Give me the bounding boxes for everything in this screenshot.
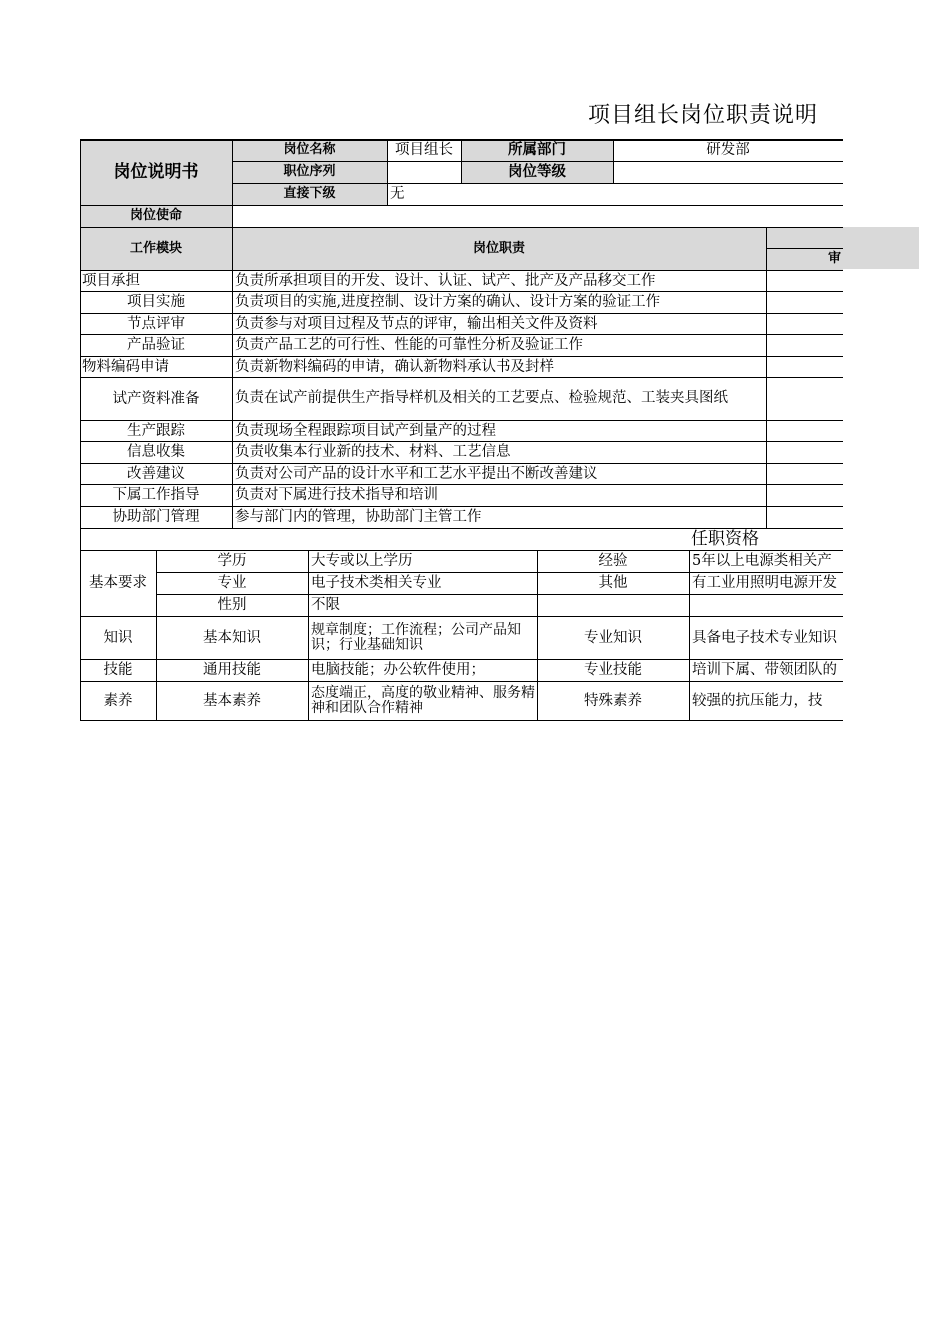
basic-requirement-label: 基本要求: [89, 575, 147, 591]
post-name-value: 项目组长: [395, 142, 453, 158]
subordinate-label: 直接下级: [232, 183, 387, 205]
general-skill-value: 电脑技能；办公软件使用；: [311, 662, 485, 678]
border-line: [80, 205, 843, 206]
border-line: [537, 550, 538, 721]
border-line: [80, 139, 81, 721]
border-line: [80, 484, 843, 485]
duty-cell: 负责所承担项目的开发、设计、认证、试产、批产及产品移交工作: [235, 272, 656, 289]
pro-skill-value: 培训下属、带领团队的: [692, 662, 837, 678]
border-line: [80, 313, 843, 314]
subordinate-value: 无: [390, 186, 405, 202]
job-description-table: [80, 139, 843, 739]
pro-knowledge-label: 专业知识: [584, 629, 642, 646]
major-label: 专业: [217, 575, 247, 591]
special-quality-label: 特殊素养: [584, 693, 642, 709]
border-line: [232, 139, 233, 528]
module-cell: 下属工作指导: [112, 487, 200, 503]
gender-label: 性别: [217, 597, 247, 613]
border-line: [689, 550, 690, 721]
dept-label: 所属部门: [461, 139, 613, 161]
border-line: [80, 441, 843, 442]
pro-knowledge-value: 具备电子技术专业知识: [692, 629, 837, 646]
border-line: [80, 616, 843, 617]
border-line: [80, 659, 843, 660]
basic-quality-label: 基本素养: [203, 693, 261, 709]
duty-cell: 负责参与对项目过程及节点的评审，输出相关文件及资料: [235, 315, 598, 332]
basic-quality-value: 态度端正，高度的敬业精神、服务精神和团队合作精神: [311, 685, 535, 716]
module-cell: 节点评审: [127, 315, 185, 332]
module-cell: 协助部门管理: [112, 509, 200, 525]
border-line: [613, 139, 614, 183]
border-line: [387, 139, 388, 205]
border-line: [156, 572, 843, 573]
sheet-fill-fragment: [843, 227, 919, 269]
border-line: [80, 356, 843, 357]
module-cell: 产品验证: [127, 337, 185, 353]
special-quality-value: 较强的抗压能力，技: [692, 693, 823, 709]
duty-cell: 负责收集本行业新的技术、材料、工艺信息: [235, 444, 511, 460]
basic-knowledge-value: 规章制度；工作流程；公司产品知识；行业基础知识: [311, 621, 521, 653]
module-cell: 物料编码申请: [82, 358, 169, 375]
review-header-top: [766, 227, 843, 248]
border-line: [80, 420, 843, 421]
border-line: [766, 227, 767, 528]
other-value: 有工业用照明电源开发: [692, 575, 837, 591]
duty-header: 岗位职责: [232, 227, 766, 270]
skill-label: 技能: [103, 662, 133, 678]
border-line: [80, 334, 843, 335]
qualification-section-title: 任职资格: [691, 529, 759, 549]
grade-label: 岗位等级: [461, 161, 613, 183]
border-line: [232, 183, 843, 184]
border-line: [80, 270, 843, 271]
border-line: [80, 377, 843, 378]
duty-cell: 负责新物料编码的申请，确认新物料承认书及封样: [235, 358, 554, 375]
major-value: 电子技术类相关专业: [311, 575, 442, 591]
border-line: [461, 139, 462, 183]
border-line: [232, 161, 843, 162]
sequence-value: [387, 161, 461, 183]
border-line: [80, 681, 843, 682]
duty-cell: 负责对公司产品的设计水平和工艺水平提出不断改善建议: [235, 465, 598, 482]
border-line: [308, 550, 309, 721]
education-label: 学历: [217, 553, 247, 569]
module-header: 工作模块: [80, 227, 232, 270]
pro-skill-label: 专业技能: [584, 662, 642, 678]
module-cell: 项目实施: [127, 294, 185, 310]
basic-knowledge-label: 基本知识: [203, 629, 261, 646]
border-line: [766, 248, 843, 249]
module-cell: 项目承担: [82, 272, 140, 289]
other-label: 其他: [598, 575, 628, 591]
experience-label: 经验: [598, 553, 628, 569]
knowledge-label: 知识: [103, 629, 133, 646]
border-line: [80, 463, 843, 464]
border-line: [80, 227, 843, 228]
page-title: 项目组长岗位职责说明: [588, 103, 819, 128]
sequence-label: 职位序列: [232, 161, 387, 183]
border-line: [80, 528, 843, 529]
border-line: [156, 550, 157, 721]
duty-cell: 负责现场全程跟踪项目试产到量产的过程: [235, 422, 496, 439]
border-line: [80, 291, 843, 292]
gender-value: 不限: [311, 597, 340, 613]
mission-value: [232, 205, 843, 227]
module-cell: 改善建议: [127, 465, 185, 482]
doc-label: 岗位说明书: [80, 139, 232, 205]
border-line: [80, 720, 843, 721]
border-line: [80, 550, 843, 551]
quality-label: 素养: [103, 693, 133, 709]
grade-value: [613, 161, 843, 183]
dept-value: 研发部: [706, 142, 750, 158]
module-cell: 生产跟踪: [127, 422, 185, 439]
education-value: 大专或以上学历: [311, 553, 413, 569]
duty-cell: 负责对下属进行技术指导和培训: [235, 487, 438, 503]
duty-cell: 负责产品工艺的可行性、性能的可靠性分析及验证工作: [235, 337, 583, 353]
experience-value: 5年以上电源类相关产: [692, 553, 832, 569]
module-cell: 信息收集: [127, 444, 185, 460]
duty-cell: 参与部门内的管理，协助部门主管工作: [235, 509, 482, 525]
duty-cell: 负责项目的实施,进度控制、设计方案的确认、设计方案的验证工作: [235, 294, 661, 310]
border-line: [156, 594, 843, 595]
duty-cell: 负责在试产前提供生产指导样机及相关的工艺要点、检验规范、工装夹具图纸: [235, 390, 728, 406]
review-header-cut: 审: [766, 248, 843, 270]
post-name-label: 岗位名称: [232, 139, 387, 161]
border-line: [80, 506, 843, 507]
general-skill-label: 通用技能: [203, 662, 261, 678]
mission-label: 岗位使命: [80, 205, 232, 227]
module-cell: 试产资料准备: [112, 390, 200, 407]
